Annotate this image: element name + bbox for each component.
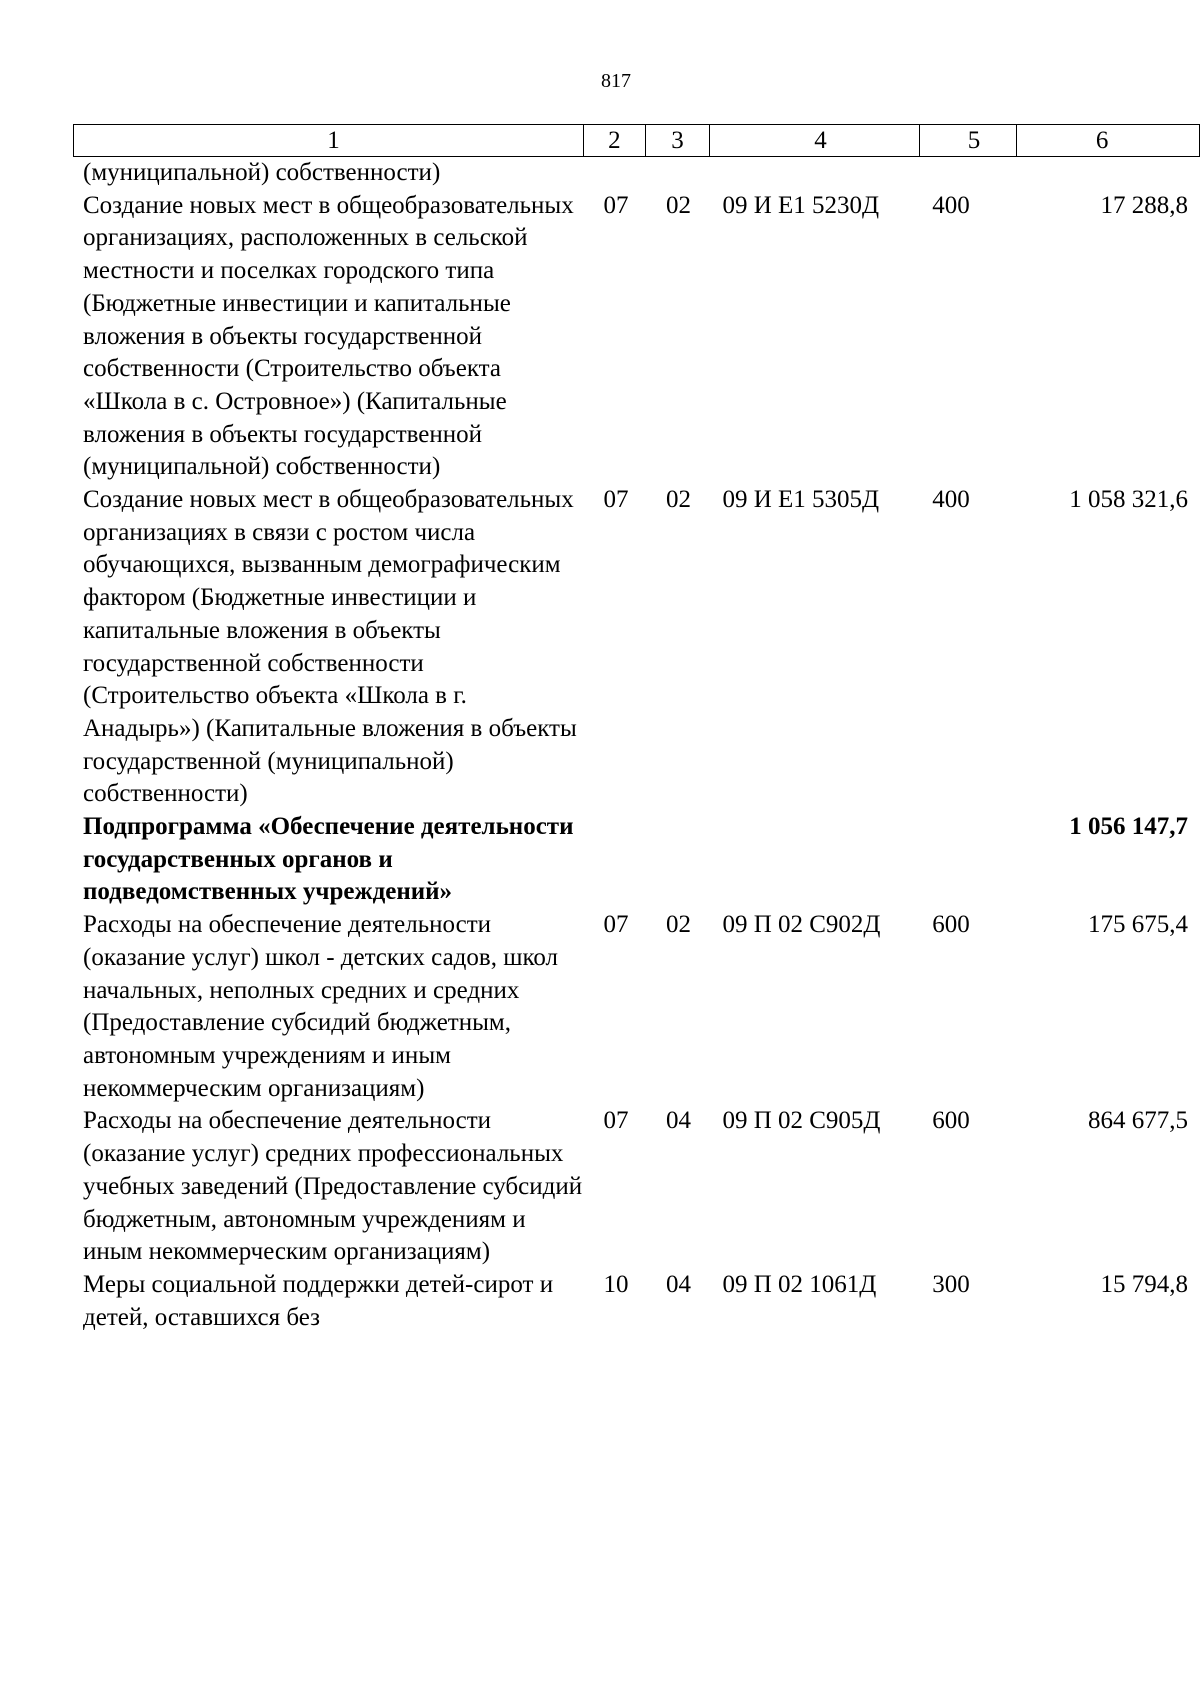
column-header-row <box>74 125 1200 157</box>
row-subsection: 02 <box>665 486 691 514</box>
row-section: 07 <box>603 486 629 514</box>
table-row <box>73 1105 1200 1269</box>
row-target-code <box>710 157 920 190</box>
row-amount: 1 056 147,7 <box>1069 813 1188 841</box>
column-header-5: 5 <box>919 125 1016 157</box>
row-amount: 1 058 321,6 <box>1069 486 1188 514</box>
row-target-code: 09 П 02 С902Д <box>722 911 881 939</box>
row-section: 07 <box>603 911 629 939</box>
table-row <box>73 909 1200 1105</box>
row-amount: 15 794,8 <box>1100 1270 1188 1298</box>
row-expense-type: 600 <box>932 911 970 939</box>
table-row <box>73 157 1200 190</box>
row-subsection <box>647 811 711 909</box>
table-row <box>73 190 1200 484</box>
row-section: 10 <box>603 1270 629 1298</box>
row-expense-type: 400 <box>932 191 970 219</box>
row-amount: 864 677,5 <box>1088 1107 1188 1135</box>
table-row <box>73 1269 1200 1334</box>
row-expense-type <box>920 811 1017 909</box>
row-description: Подпрограмма «Обеспечение деятельности государственных органов и подведомственных учреждений» <box>83 813 574 906</box>
row-expense-type: 400 <box>932 486 970 514</box>
row-target-code: 09 П 02 1061Д <box>722 1270 877 1298</box>
row-description: Создание новых мест в общеобразовательных организациях в связи с ростом числа обучающихся, вызванным демографическим фактором (Бюджетные инвестиции и капитальные вложения в объекты государственной собственности (Строительство объекта «Школа в г. Анадырь») (Капитальные вложения в объекты государственной (муниципальной) собственности) <box>83 486 577 808</box>
row-description: Создание новых мест в общеобразовательных организациях, расположенных в сельской местности и поселках городского типа (Бюджетные инвестиции и капитальные вложения в объекты государственной собственности (Строительство объекта «Школа в с. Островное») (Капитальные вложения в объекты государственной (муниципальной) собственности) <box>83 191 574 481</box>
row-target-code <box>710 811 920 909</box>
row-target-code: 09 И Е1 5305Д <box>722 486 880 514</box>
budget-table <box>73 157 1200 1334</box>
row-subsection <box>647 157 711 190</box>
column-header-1: 1 <box>74 125 584 157</box>
budget-table-body <box>73 157 1200 1334</box>
column-header-2: 2 <box>584 125 646 157</box>
row-subsection: 04 <box>665 1107 691 1135</box>
row-expense-type <box>920 157 1017 190</box>
row-expense-type: 300 <box>932 1270 970 1298</box>
row-section <box>586 157 647 190</box>
row-amount: 17 288,8 <box>1100 191 1188 219</box>
row-target-code: 09 П 02 С905Д <box>722 1107 881 1135</box>
row-description: (муниципальной) собственности) <box>83 159 441 186</box>
row-section <box>586 811 647 909</box>
row-subsection: 02 <box>665 911 691 939</box>
row-description: Расходы на обеспечение деятельности (оказание услуг) средних профессиональных учебных заведений (Предоставление субсидий бюджетным, автономным учреждениям и иным некоммерческим организациям) <box>83 1107 583 1266</box>
row-section: 07 <box>603 1107 629 1135</box>
row-amount <box>1017 157 1200 190</box>
column-header-table <box>73 124 1200 157</box>
column-header-4: 4 <box>710 125 920 157</box>
row-expense-type: 600 <box>932 1107 970 1135</box>
table-row <box>73 484 1200 811</box>
row-section: 07 <box>603 191 629 219</box>
row-description: Расходы на обеспечение деятельности (оказание услуг) школ - детских садов, школ начальных, неполных средних и средних (Предоставление субсидий бюджетным, автономным учреждениям и иным некоммерческим организациям) <box>83 911 558 1102</box>
row-subsection: 02 <box>665 191 691 219</box>
column-header-3: 3 <box>645 125 710 157</box>
row-subsection: 04 <box>665 1270 691 1298</box>
table-row <box>73 811 1200 909</box>
row-description: Меры социальной поддержки детей-сирот и детей, оставшихся без <box>83 1270 554 1331</box>
row-target-code: 09 И Е1 5230Д <box>722 191 880 219</box>
column-header-6: 6 <box>1017 125 1200 157</box>
row-amount: 175 675,4 <box>1088 911 1188 939</box>
page-number: 817 <box>601 70 631 92</box>
